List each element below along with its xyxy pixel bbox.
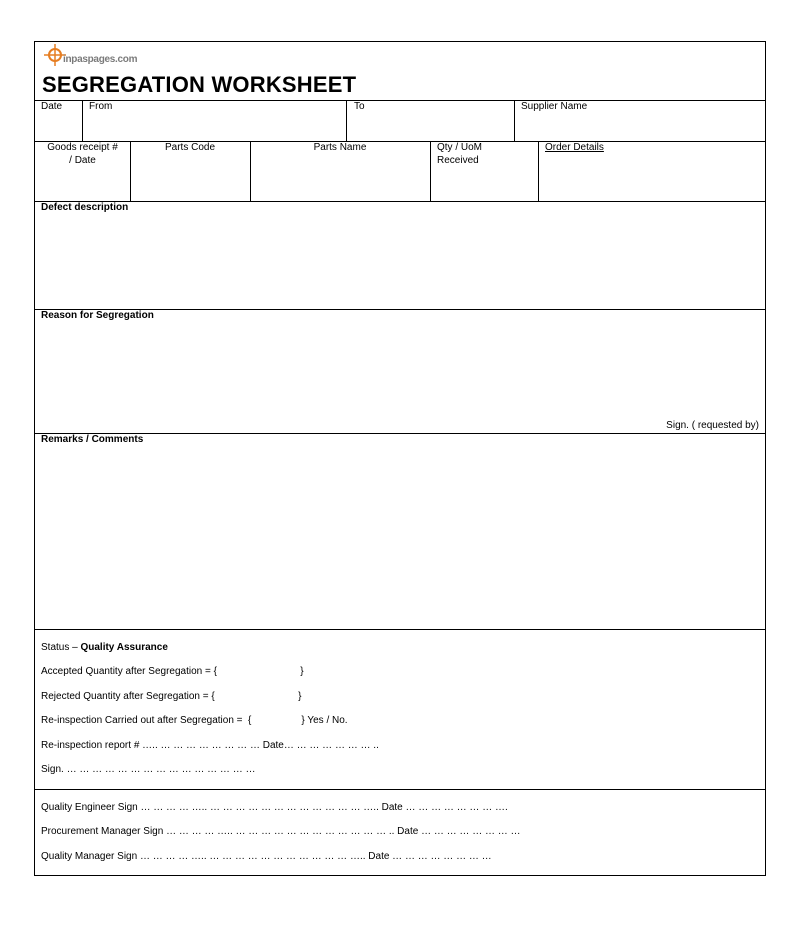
reinspection-report-line[interactable]: Re-inspection report # ….. … … … … … … … … Date… … … … … … … .. xyxy=(41,740,379,751)
parts-name-field[interactable]: Parts Name xyxy=(313,142,367,153)
logo xyxy=(42,44,152,68)
rule-remarks xyxy=(35,629,765,630)
defect-description-label: Defect description xyxy=(41,202,129,213)
reason-for-segregation-label: Reason for Segregation xyxy=(41,310,154,321)
order-details-field[interactable]: Order Details xyxy=(545,142,604,153)
parts-code-field[interactable]: Parts Code xyxy=(164,142,216,153)
divider xyxy=(514,100,515,141)
divider xyxy=(82,100,83,141)
page-title: SEGREGATION WORKSHEET xyxy=(42,72,357,97)
quality-manager-sign-line[interactable]: Quality Manager Sign … … … … ….. … … … … … … … … … … … ….. Date … … … … … … … … xyxy=(41,851,492,862)
to-field[interactable]: To xyxy=(354,101,365,112)
goods-receipt-field[interactable]: Goods receipt # / Date xyxy=(47,142,118,166)
date-field[interactable]: Date xyxy=(41,101,63,112)
procurement-manager-sign-line[interactable]: Procurement Manager Sign … … … … ….. … … … … … … … … … … … … .. Date … … … … … … … … xyxy=(41,826,521,837)
qty-uom-field[interactable]: Qty / UoM Received xyxy=(437,142,483,166)
status-sign-line[interactable]: Sign. … … … … … … … … … … … … … … … xyxy=(41,764,256,775)
remarks-comments-label: Remarks / Comments xyxy=(41,434,144,445)
requested-by-sign-label: Sign. ( requested by) xyxy=(666,420,759,431)
rule-status xyxy=(35,789,765,790)
from-field[interactable]: From xyxy=(89,101,113,112)
divider xyxy=(538,141,539,201)
divider xyxy=(430,141,431,201)
accepted-quantity-line[interactable]: Accepted Quantity after Segregation = { } xyxy=(41,666,304,677)
reason-for-segregation-area[interactable] xyxy=(35,322,765,417)
rule-header xyxy=(35,100,765,101)
quality-engineer-sign-line[interactable]: Quality Engineer Sign … … … … ….. … … … … … … … … … … … … ….. Date … … … … … … … …. xyxy=(41,802,508,813)
worksheet-form xyxy=(34,41,766,876)
defect-description-area[interactable] xyxy=(35,214,765,308)
divider xyxy=(346,100,347,141)
supplier-name-field[interactable]: Supplier Name xyxy=(521,101,588,112)
rule-reason xyxy=(35,433,765,434)
remarks-comments-area[interactable] xyxy=(35,446,765,628)
reinspection-line[interactable]: Re-inspection Carried out after Segregation = { } Yes / No. xyxy=(41,715,348,726)
logo-text: inpaspages.com xyxy=(63,54,138,65)
rule-row2 xyxy=(35,201,765,202)
rejected-quantity-line[interactable]: Rejected Quantity after Segregation = { } xyxy=(41,691,302,702)
status-heading: Status – Quality Assurance xyxy=(41,642,168,653)
